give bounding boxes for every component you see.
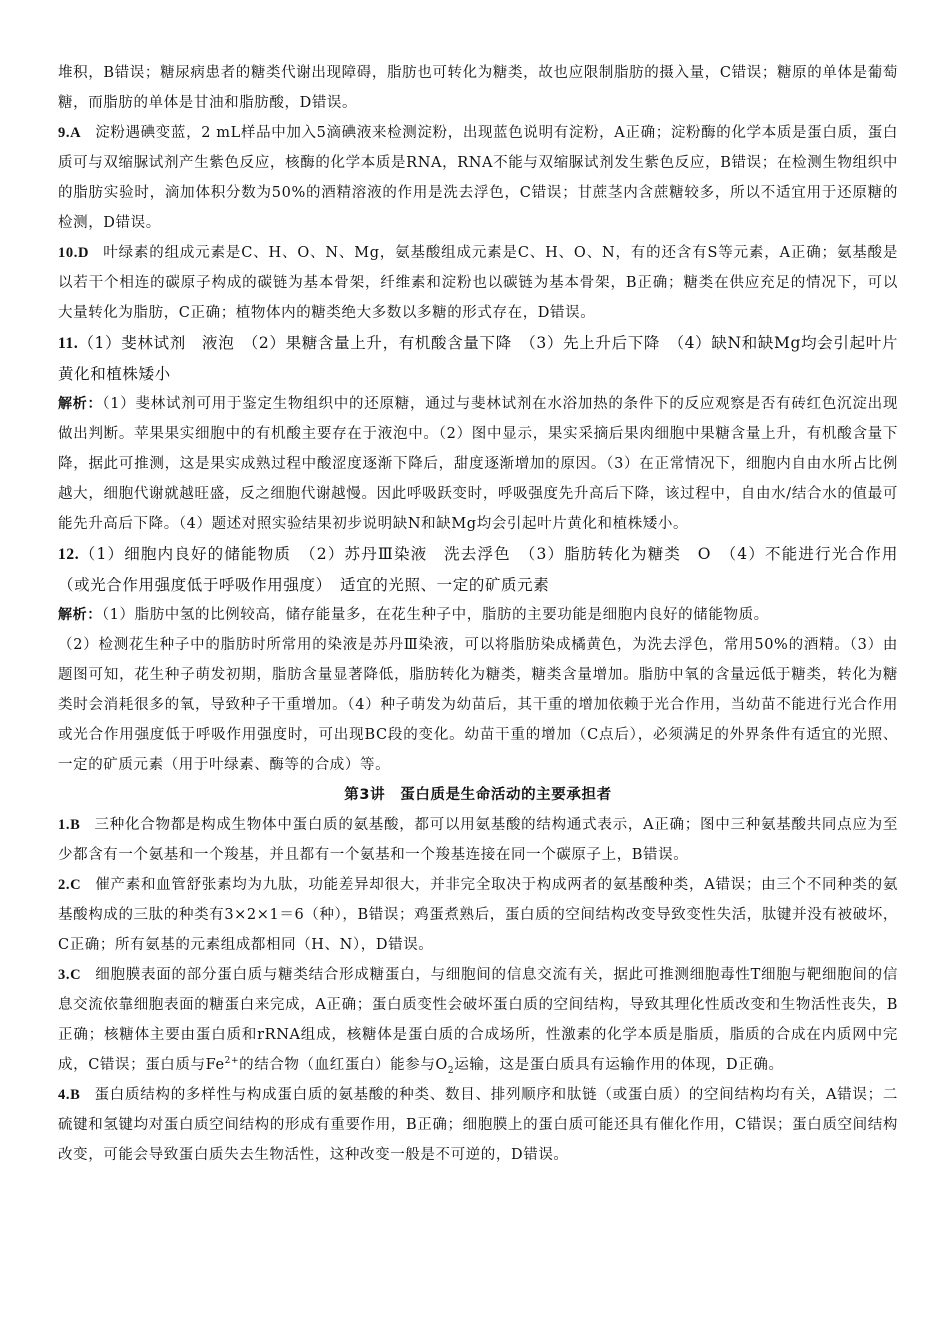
superscript: 2+ [224, 1056, 240, 1067]
question-explanation: 三种化合物都是构成生物体中蛋白质的氨基酸，都可以用氨基酸的结构通式表示，A正确；图中三种氨基酸共同点应为至少都含有一个氨基和一个羧基，并且都有一个氨基和一个羧基连接在同一个碳原子上，B错误。 [58, 817, 898, 863]
intro-paragraph: 堆积，B错误；糖尿病患者的糖类代谢出现障碍，脂肪也可转化为糖类，故也应限制脂肪的摄入量，C错误；糖原的单体是葡萄糖，而脂肪的单体是甘油和脂肪酸，D错误。 [58, 65, 898, 111]
section-question-4 [58, 1080, 898, 1170]
question-12-analysis [58, 600, 898, 630]
answer-text: （1）斐林试剂 液泡 （2）果糖含量上升，有机酸含量下降 （3）先上升后下降 （4）缺N和缺Mg均会引起叶片黄化和植株矮小 [58, 334, 898, 383]
question-number: 2. [58, 877, 71, 893]
question-explanation: 催产素和血管舒张素均为九肽，功能差异却很大，并非完全取决于构成两者的氨基酸种类，A错误；由三个不同种类的氨基酸构成的三肽的种类有3×2×1＝6（种），B错误；鸡蛋煮熟后，蛋白质的空间结构改变导致变性失活，肽键并没有被破坏，C正确；所有氨基的元素组成都相同（H、N），D错误。 [58, 877, 898, 953]
section-question-2 [58, 870, 898, 960]
section-title: 第3讲 蛋白质是生命活动的主要承担者 [344, 787, 612, 803]
question-number: 1. [58, 817, 71, 833]
question-number: 11. [58, 335, 79, 352]
analysis-label: 解析： [58, 396, 103, 412]
answer-text: （1）细胞内良好的储能物质 （2）苏丹Ⅲ染液 洗去浮色 （3）脂肪转化为糖类 O （4）不能进行光合作用（或光合作用强度低于呼吸作用强度） 适宜的光照、一定的矿质元素 [58, 545, 898, 594]
question-number: 9. [58, 125, 71, 141]
question-explanation: 淀粉遇碘变蓝，2 mL样品中加入5滴碘液来检测淀粉，出现蓝色说明有淀粉，A正确；淀粉酶的化学本质是蛋白质，蛋白质可与双缩脲试剂产生紫色反应，核酶的化学本质是RNA，RNA不能与双缩脲试剂发生紫色反应，B错误；在检测生物组织中的脂肪实验时，滴加体积分数为50%的酒精溶液的作用是洗去浮色，C错误；甘蔗茎内含蔗糖较多，所以不适宜用于还原糖的检测，D错误。 [58, 125, 898, 231]
analysis-text: （1）脂肪中氢的比例较高，储存能量多，在花生种子中，脂肪的主要功能是细胞内良好的储能物质。 [101, 607, 769, 623]
subscript: 2 [447, 1065, 455, 1076]
answer-letter: B [70, 817, 81, 833]
question-12-answer [58, 539, 898, 600]
answer-letter: C [70, 967, 82, 983]
question-number: 4. [58, 1087, 71, 1103]
question-number: 3. [58, 967, 71, 983]
answer-letter: D [77, 245, 90, 261]
section-question-3 [58, 960, 898, 1080]
question-number: 10. [58, 245, 78, 261]
section-question-1 [58, 810, 898, 870]
answer-letter: A [70, 125, 82, 141]
document-page [58, 58, 898, 1170]
question-explanation: 叶绿素的组成元素是C、H、O、N、Mg，氨基酸组成元素是C、H、O、N，有的还含有S等元素，A正确；氨基酸是以若干个相连的碳原子构成的碳链为基本骨架，纤维素和淀粉也以碳链为基本骨架，B正确；糖类在供应充足的情况下，可以大量转化为脂肪，C正确；植物体内的糖类绝大多数以多糖的形式存在，D错误。 [58, 245, 898, 321]
analysis-label: 解析： [58, 607, 102, 623]
question-12-analysis-cont: （2）检测花生种子中的脂肪时所常用的染液是苏丹Ⅲ染液，可以将脂肪染成橘黄色，为洗去浮色，常用50%的酒精。（3）由题图可知，花生种子萌发初期，脂肪含量显著降低，脂肪转化为糖类，糖类含量增加。脂肪中氧的含量远低于糖类，转化为糖类时会消耗很多的氧，导致种子干重增加。（4）种子萌发为幼苗后，其干重的增加依赖于光合作用，当幼苗不能进行光合作用或光合作用强度低于呼吸作用强度时，可出现BC段的变化。幼苗干重的增加（C点后），必须满足的外界条件有适宜的光照、一定的矿质元素（用于叶绿素、酶等的合成）等。 [58, 637, 898, 773]
question-explanation: 蛋白质结构的多样性与构成蛋白质的氨基酸的种类、数目、排列顺序和肽链（或蛋白质）的空间结构均有关，A错误；二硫键和氢键均对蛋白质空间结构的形成有重要作用，B正确；细胞膜上的蛋白质可能还具有催化作用，C错误；蛋白质空间结构改变，可能会导致蛋白质失去生物活性，这种改变一般是不可逆的，D错误。 [58, 1087, 898, 1163]
answer-letter: C [70, 877, 82, 893]
question-explanation: 细胞膜表面的部分蛋白质与糖类结合形成糖蛋白，与细胞间的信息交流有关，据此可推测细胞毒性T细胞与靶细胞间的信息交流依靠细胞表面的糖蛋白来完成，A正确；蛋白质变性会破坏蛋白质的空间结构，导致其理化性质改变和生物活性丧失，B正确；核糖体主要由蛋白质和rRNA组成，核糖体是蛋白质的合成场所，性激素的化学本质是脂质，脂质的合成在内质网中完成，C错误；蛋白质与Fe [58, 967, 898, 1073]
question-explanation-end: 运输，这是蛋白质具有运输作用的体现，D正确。 [454, 1057, 784, 1073]
question-explanation-cont: 的结合物（血红蛋白）能参与O [239, 1057, 448, 1073]
question-number: 12. [58, 546, 80, 563]
analysis-text: （1）斐林试剂可用于鉴定生物组织中的还原糖，通过与斐林试剂在水浴加热的条件下的反应观察是否有砖红色沉淀出现做出判断。苹果果实细胞中的有机酸主要存在于液泡中。（2）图中显示，果实采摘后果肉细胞中果糖含量上升，有机酸含量下降，据此可推测，这是果实成熟过程中酸涩度逐渐下降后，甜度逐渐增加的原因。（3）在正常情况下，细胞内自由水所占比例越大，细胞代谢就越旺盛，反之细胞代谢越慢。因此呼吸跃变时，呼吸强度先升高后下降，该过程中，自由水/结合水的值最可能先升高后下降。（4）题述对照实验结果初步说明缺N和缺Mg均会引起叶片黄化和植株矮小。 [58, 396, 898, 532]
answer-letter: B [70, 1087, 81, 1103]
question-11-answer [58, 328, 898, 389]
question-10 [58, 238, 898, 328]
question-9 [58, 118, 898, 238]
question-11-analysis [58, 389, 898, 539]
